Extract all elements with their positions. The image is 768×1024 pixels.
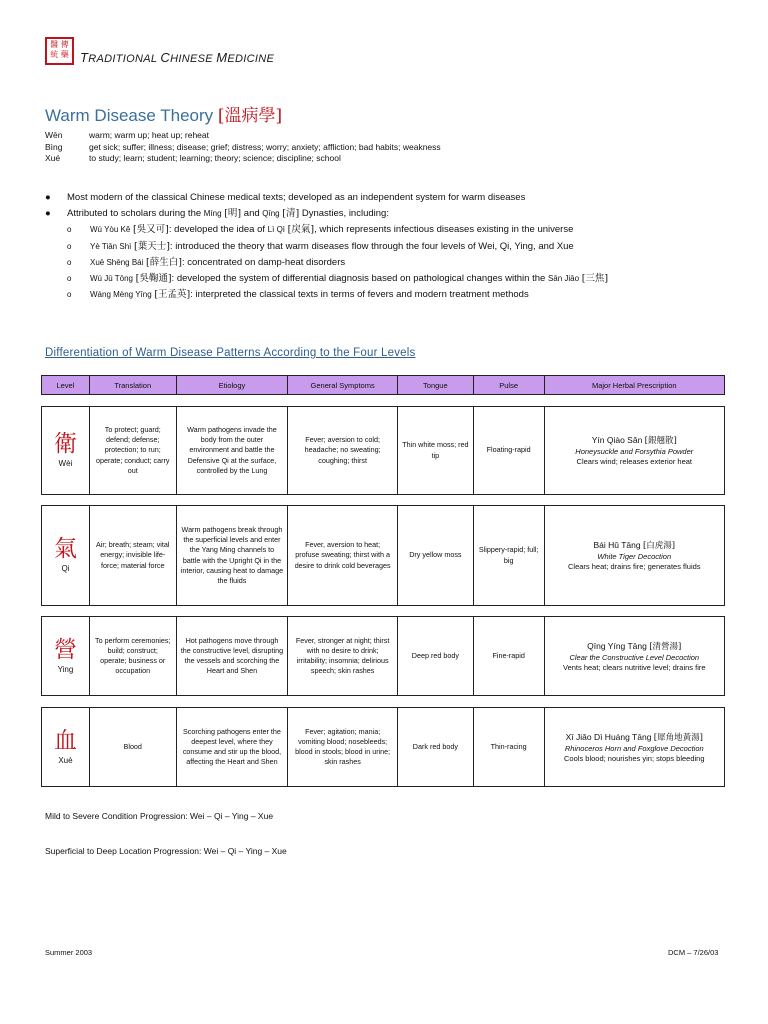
circle-bullet-icon: o: [67, 225, 72, 235]
level-cell: [42, 708, 90, 786]
pulse-cell: Slippery-rapid; full; big: [474, 506, 545, 605]
column-header-symptoms: General Symptoms: [288, 376, 398, 394]
prescription-english: White Tiger Decoction: [597, 552, 672, 561]
circle-bullet-icon: o: [67, 257, 72, 267]
table-row-xue: [41, 707, 725, 787]
circle-bullet-icon: o: [67, 290, 72, 300]
level-pinyin: Qi: [61, 564, 70, 574]
etiology-cell: Warm pathogens invade the body from the outer environment and battle the Defensive Qi at the surface, controlled by the Lung: [177, 407, 289, 494]
glossary-term: Xué: [45, 153, 61, 163]
page-title-chinese: [溫病學]: [217, 106, 283, 126]
glossary: [45, 130, 441, 165]
logo-glyph: 藥: [60, 50, 69, 59]
tongue-cell: Deep red body: [398, 617, 474, 695]
prescription-name: Qīng Yíng Tāng [清營湯]: [587, 640, 682, 652]
level-cell: [42, 617, 90, 695]
column-header-level: Level: [42, 376, 90, 394]
tongue-cell: Dry yellow moss: [398, 506, 474, 605]
pulse-cell: Fine-rapid: [474, 617, 545, 695]
sub-bullet-item: o Yè Tiān Shì [葉天士]: introduced the theory that warm diseases flow through the four levels of Wei, Qi, Ying, and Xue: [45, 239, 608, 255]
bullet-dot-icon: ●: [45, 192, 51, 203]
prescription-name: Xī Jiǎo Dì Huáng Tāng [犀角地黃湯]: [565, 731, 703, 743]
glossary-term: Wēn: [45, 130, 63, 140]
bullet-item: ● Attributed to scholars during the Míng [明] and Qīng [清] Dynasties, including:: [45, 206, 608, 222]
glossary-row: [45, 153, 441, 165]
column-header-prescription: Major Herbal Prescription: [591, 380, 677, 390]
table-row-ying: [41, 616, 725, 696]
pulse-cell: Thin-racing: [474, 708, 545, 786]
progression-mild-to-severe: Mild to Severe Condition Progression: Wei – Qi – Ying – Xue: [45, 811, 274, 821]
etiology-cell: Hot pathogens move through the constructive level, disrupting the vessels and scorching the Heart and Shen: [177, 617, 289, 695]
level-pinyin: Ying: [57, 664, 74, 674]
prescription-english: Clear the Constructive Level Decoction: [569, 652, 700, 662]
document-header-title: TRADITIONAL CHINESE MEDICINE: [80, 50, 275, 65]
circle-bullet-icon: o: [67, 241, 72, 251]
glossary-definition: warm; warm up; heat up; reheat: [89, 130, 210, 140]
column-header-etiology: Etiology: [177, 376, 289, 394]
symptoms-cell: Fever; agitation; mania; vomiting blood; nosebleeds; blood in stools; blood in urine; skin rashes: [288, 708, 398, 786]
table-header: [41, 375, 725, 395]
prescription-action: Cools blood; nourishes yin; stops bleeding: [564, 753, 705, 763]
symptoms-cell: Fever; aversion to cold; headache; no sweating; coughing; thirst: [288, 407, 398, 494]
bullet-dot-icon: ●: [45, 208, 51, 220]
prescription-action: Vents heat; clears nutritive level; drains fire: [562, 662, 706, 672]
circle-bullet-icon: o: [67, 274, 72, 284]
logo-glyph: 傳: [60, 40, 69, 49]
glossary-definition: get sick; suffer; illness; disease; grief; distress; worry; anxiety; affliction; bad habits; weakness: [89, 141, 441, 152]
prescription-cell: [545, 506, 724, 605]
prescription-action: Clears wind; releases exterior heat: [576, 457, 693, 466]
translation-cell: To protect; guard; defend; defense; protection; to run; operate; conduct; carry out: [90, 407, 177, 494]
level-cell: [42, 407, 90, 494]
logo: [45, 37, 74, 65]
bullet-list: [45, 190, 608, 303]
prescription-english: Rhinoceros Horn and Foxglove Decoction: [564, 743, 704, 753]
level-character: 衛: [53, 431, 77, 458]
prescription-english: Honeysuckle and Forsythia Powder: [575, 447, 694, 456]
column-header-translation: Translation: [90, 376, 177, 394]
progression-superficial-to-deep: Superficial to Deep Location Progression: Wei – Qi – Ying – Xue: [45, 846, 287, 856]
translation-cell: Blood: [90, 708, 177, 786]
logo-glyph: 統: [50, 50, 59, 59]
prescription-action: Clears heat; drains fire; generates fluids: [567, 562, 701, 571]
logo-glyph: 醫: [50, 40, 59, 49]
tongue-cell: Dark red body: [398, 708, 474, 786]
level-character: 營: [53, 636, 77, 663]
prescription-name: Bái Hǔ Tāng [白虎湯]: [593, 540, 676, 551]
page-title: Warm Disease Theory [溫病學]: [45, 106, 283, 126]
glossary-row: [45, 130, 441, 142]
level-cell: [42, 506, 90, 605]
glossary-term: Bìng: [45, 141, 63, 152]
sub-bullet-item: o Wáng Mèng Yīng [王孟英]: interpreted the classical texts in terms of fevers and modern treatment methods: [45, 287, 608, 303]
table-row-wei: [41, 406, 725, 495]
level-pinyin: Wèi: [58, 459, 73, 469]
level-pinyin: Xuè: [58, 755, 73, 765]
tongue-cell: Thin white moss; red tip: [398, 407, 474, 494]
sub-bullet-item: o Wú Yòu Kě [吳又可]: developed the idea of Lì Qì [戾氣], which represents infectious diseases existing in the universe: [45, 222, 608, 238]
section-title: Differentiation of Warm Disease Patterns According to the Four Levels: [45, 347, 416, 359]
symptoms-cell: Fever, stronger at night; thirst with no desire to drink; irritability; insomnia; delirious speech; skin rashes: [288, 617, 398, 695]
etiology-cell: Scorching pathogens enter the deepest level, where they consume and stir up the blood, affecting the Heart and Shen: [177, 708, 289, 786]
prescription-cell: [545, 708, 724, 786]
etiology-cell: Warm pathogens break through the superficial levels and enter the Yang Ming channels to battle with the Upright Qi in the interior, causing heat to damage the fluids: [177, 506, 289, 605]
symptoms-cell: Fever, aversion to heat; profuse sweating; thirst with a desire to drink cold beverages: [288, 506, 398, 605]
sub-bullet-item: o Xuē Shēng Bái [薛生白]: concentrated on damp-heat disorders: [45, 255, 608, 271]
glossary-definition: to study; learn; student; learning; theory; science; discipline; school: [89, 153, 341, 163]
level-character: 氣: [53, 536, 77, 563]
table-row-qi: [41, 505, 725, 606]
column-header-pulse: Pulse: [474, 376, 545, 394]
column-header-tongue: Tongue: [398, 376, 474, 394]
footer-date: Summer 2003: [45, 948, 93, 957]
level-character: 血: [53, 727, 77, 754]
pulse-cell: Floating-rapid: [474, 407, 545, 494]
footer-course: DCM – 7/26/03: [668, 948, 719, 957]
translation-cell: To perform ceremonies; build; construct; operate; business or occupation: [90, 617, 177, 695]
prescription-cell: [545, 617, 724, 695]
bullet-item: ● Most modern of the classical Chinese medical texts; developed as an independent system for warm diseases: [45, 190, 608, 206]
prescription-name: Yín Qiào Sǎn [銀翹散]: [591, 435, 677, 446]
prescription-cell: [545, 407, 724, 494]
sub-bullet-item: o Wú Jū Tōng [吳鞠通]: developed the system of differential diagnosis based on pathological changes within the Sān Jiāo [三焦]: [45, 271, 608, 287]
glossary-row: [45, 142, 441, 154]
translation-cell: Air; breath; steam; vital energy; invisible life-force; material force: [90, 506, 177, 605]
